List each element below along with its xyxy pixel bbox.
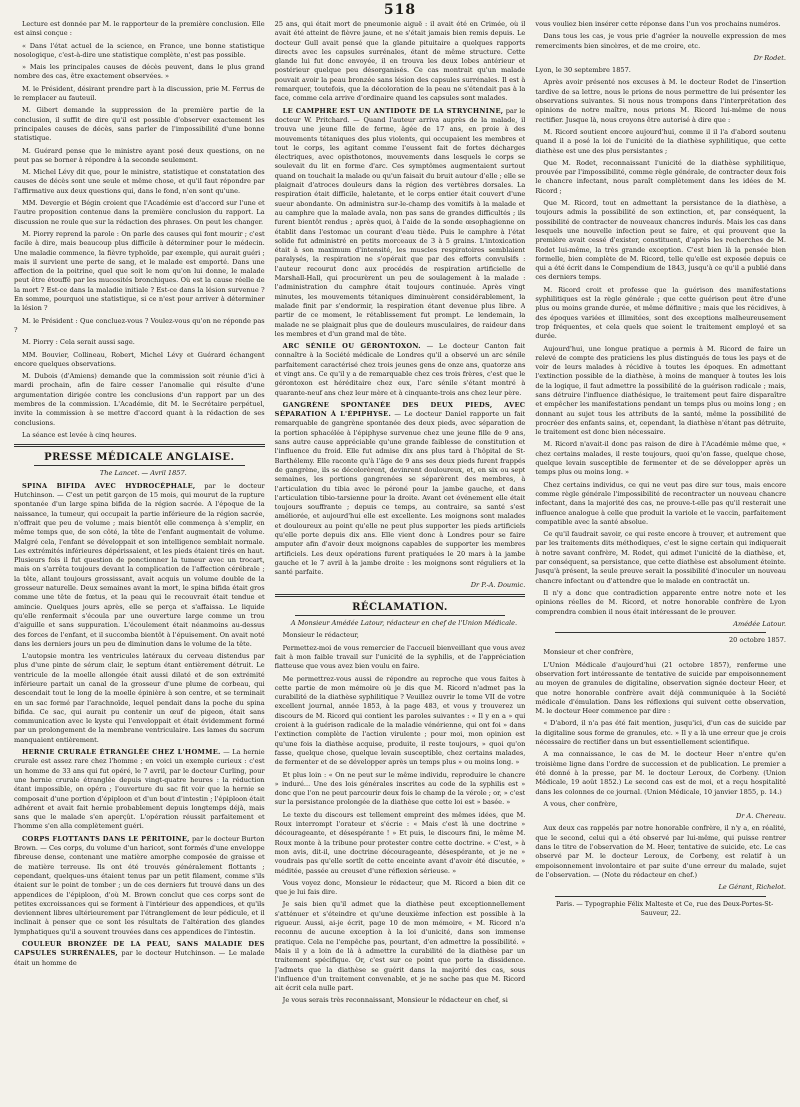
section-divider xyxy=(275,594,526,597)
quote: » Mais les principales causes de décès peuvent, dans le plus grand nombre des cas, être exactement observées. » xyxy=(14,63,265,81)
paragraph: Ce qu'il faudrait savoir, ce qui reste encore à trouver, et autrement que par les traitements dits méthodiques, c'est le signe certain qui indiquerait à notre savant confrère, M. Rodet, qui admet l'unicité de la diathèse, et, par conséquent, sa persistance, que cette diathèse est absolument éteinte. Jusqu'à présent, la seule preuve serait la possibilité d'inoculer un nouveau chancre infectant ou d'attendre que le malade en contractât un. xyxy=(535,530,787,585)
paragraph: M. Piorry : Cela serait aussi sage. xyxy=(22,338,135,347)
article-title: GANGRÈNE SPONTANÉE DES DEUX PIEDS, AVEC SÉPARATION À L'ÉPIPHYSE. xyxy=(274,400,526,419)
signature: Dr P.-A. Doumic. xyxy=(470,580,526,589)
paragraph: Dans tous les cas, je vous prie d'agréer la nouvelle expression de mes remerciments bien sincères, et de me croire, etc. xyxy=(535,32,787,50)
article-title: HERNIE CRURALE ÉTRANGLÉE CHEZ L'HOMME. xyxy=(22,748,221,757)
article-body: — Le docteur Canton fait connaître à la Société médicale de Londres qu'il a observé un arc sénile parfaitement caractérisé chez trois jeunes gens de onze ans, quatorze ans et vingt ans. Ce qu'il y a de remarquable chez ces trois frères, c'est que le gérontoxon est héréditaire chez eux, l'arc sénile s'étant montré à quarante-neuf ans chez leur mère et à cinquante-trois ans chez leur père. xyxy=(274,342,526,397)
paragraph: Je sais bien qu'il admet que la diathèse peut exceptionnellement s'atténuer et s'éteindre et qu'une deuxième infection est possible à la rigueur. Aussi, ai-je écrit, page 10 de mon mémoire, « M. Ricord n'a reconnu de aucune exception à la loi d'unicité, dans son immense pratique. Cela ne l'empêche pas, pourtant, d'en admettre la possibilité. » Mais il y a loin de là à admettre la curabilité de la diathèse par un traitement spécifique. Or, c'est sur ce point que porte la dissidence. J'admets que la diathèse se guérit dans la majorité des cas, sous l'influence d'un traitement convenable, et je ne sache pas que M. Ricord ait écrit cela nulle part. xyxy=(274,900,526,993)
paragraph: Vous voyez donc, Monsieur le rédacteur, que M. Ricord a bien dit ce que je lui fais dire. xyxy=(274,878,526,897)
article xyxy=(14,940,265,968)
divider xyxy=(295,615,506,616)
signature: Amédée Latour. xyxy=(733,619,787,628)
paragraph: M. Ricord soutient encore aujourd'hui, comme il il l'a d'abord soutenu quand il a posé la loi de l'unicité de la diathèse syphilitique, que cette diathèse est une des plus persistantes ; xyxy=(535,127,787,155)
paragraph: Je vous serais très reconnaissant, Monsieur le rédacteur en chef, si xyxy=(282,996,508,1005)
paragraph: L'Union Médicale d'aujourd'hui (21 octobre 1857), renferme une observation fort intéressante de tentative de suicide par empoisonnement au moyen de granules de digitaline, observation signée docteur Heer, et que notre honorable confrère avait déjà communiquée à la Société médicale d'émulation. Dans les réflexions qui suivent cette observation, M. le docteur Heer commence par dire : xyxy=(535,660,787,716)
article-body: — Le docteur Daniel rapporte un fait remarquable de gangrène spontanée des deux pieds, avec séparation de la portion sphacélée à l'épiphyse survenue chez une jeune fille de 9 ans, sans autre cause appréciable qu'une grande faiblesse de constitution et l'influence du froid. Elle fut admise dix ans plus tard à l'hôpital de St-Barthélemy. Elle raconte qu'à l'âge de 9 ans ses deux pieds furent frappés de gangrène, ils se décolorèrent, devinrent douloureux, et, en six ou sept semaines, les portions gangrenées se séparèrent des membres, à l'articulation du tibia avec le péroné pour la jambe gauche, et dans l'articulation tibio-tarsienne pour la droite. Avant cet événement elle était toujours souffrante ; depuis ce temps, au contraire, sa santé s'est améliorée, et aujourd'hui elle est excellente. Les moignons sont malades et douloureux au point qu'elle ne peut plus supporter les pieds artificiels qu'elle porte depuis dix ans. Elle vient donc à Londres pour se faire amputer afin d'avoir deux moignons capables de supporter les membres artificiels. Les deux opérations furent pratiquées le 20 mars à la jambe gauche et le 7 avril à la jambe droite : les moignons sont réguliers et la santé parfaite. xyxy=(274,410,526,577)
paragraph: M. le Président, désirant prendre part à la discussion, prie M. Ferrus de le remplacer au fauteuil. xyxy=(14,84,265,103)
divider xyxy=(555,632,766,633)
signature: Dr Rodet. xyxy=(753,53,787,62)
paragraph: Que M. Ricord, tout en admettant la persistance de la diathèse, a toujours admis la possibilité de son extinction, et, par conséquent, la possibilité de contracter de nouveaux chancres indurés. Mais les cas dans lesquels une nouvelle infection peut se faire, et qui prouvent que la première avait cessé d'exister, constituent, d'après les recherches de M. Rodet lui-même, la très grande exception. C'est bien là la pensée bien formelle, bien complète de M. Ricord, telle qu'elle est exposée depuis ce qui a été écrit dans le Compendium de 1843, jusqu'à ce qu'il a publié dans ces derniers temps. xyxy=(535,199,787,282)
article-body: par le docteur W. Pritchard. — Quand l'auteur arriva auprès de la malade, il trouva une jeune fille de ferme, âgée de 17 ans, en proie à des mouvements tétaniques des plus violents, qui occupaient les membres et tout le corps, les agitant comme l'eussent fait de fortes décharges électriques, avec opisthotonos, mouvements dans lesquels le corps se soulevait du lit en forme d'arc. Ces symptômes augmentaient surtout quand on touchait la malade ou qu'un faisait du bruit autour d'elle ; elle se plaignait d'atroces douleurs dans la région des vertèbres dorsales. La respiration était difficile, haletante, et le corps entier était couvert d'une sueur abondante. On administra sur-le-champ des vomitifs à la malade et au camphre que la malade avala, non pas sans de grandes difficultés ; ils furent bientôt rendus ; après quoi, à l'aide de la sonde œsophagienne on établit dans l'estomac un courant d'eau tiède. Puis le camphre à l'état solide fut administré en petits morceaux de 3 à 5 grains. L'intoxication était à son maximum d'intensité, les muscles respiratoires semblaient paralysés, la respiration ne s'opérait que par des efforts convulsifs : l'auteur recourut donc aux procédés de respiration artificielle de Marshall-Hall, qui procurèrent un peu de soulagement à la malade : l'administration du camphre était toujours continuée. Après vingt minutes, les mouvements tétaniques diminuèrent considérablement, la malade finit par s'endormir, la respiration étant devenue plus libre. A partir de ce moment, le rétablissement fut prompt. Le lendemain, la malade ne se plaignait plus que de douleurs musculaires, de raideur dans les membres et d'un grand mal de tête. xyxy=(274,106,526,338)
paragraph: Après avoir présenté nos excuses à M. le docteur Rodet de l'insertion tardive de sa lettre, nous le prions de nous permettre de lui présenter les observations suivantes. Si nous nous trompons dans l'interprétation des opinions de notre maître, nous prions M. Ricord lui-même de nous rectifier. Jusque là, nous croyons être autorisé à dire que : xyxy=(535,78,787,124)
article-body: — La hernie crurale est assez rare chez l'homme ; en voici un exemple curieux : c'est un homme de 33 ans qui fut opéré, le 7 avril, par le docteur Curling, pour une hernie crurale étranglée depuis vingt-quatre heures : la réduction étant impossible, on opéra ; l'ouverture du sac fit voir que la hernie se composait d'une portion d'épiploon et d'un bout d'intestin ; l'épiploon était adhérent et avait fait hernie probablement depuis longtemps déjà, mais sans que le malade s'en aperçût. L'opération réussit parfaitement et l'homme s'en alla complètement guéri. xyxy=(14,748,265,831)
paragraph: Et plus loin : « On ne peut sur le même individu, reproduire le chancre » induré... Une des lois générales inscrites au code de la syphilis est » donc que l'on ne peut parcourir deux fois le champ de la vérole ; or, » c'est sur la persistance prolongée de la diathèse que cette loi est » basée. » xyxy=(274,770,526,807)
column-1 xyxy=(14,20,265,1097)
paragraph: M. Piorry reprend la parole : On parle des causes qui font mourir ; c'est facile à dire, mais beaucoup plus difficile à déterminer pour le médecin. Une maladie commence, la fièvre typhoïde, par exemple, qui aurait guéri ; mais il survient une perte de sang, et le malade est emporté. Dans une affection de la poitrine, quel que soit le nom qu'on lui donne, le malade peut être étouffé par les mucosités bronchiques. Où est la cause réelle de la mort ? Est-ce dans la maladie initiale ? Est-ce dans la lésion survenue ? En somme, pourquoi une statistique, si ce n'est pour arriver à déterminer la lésion ? xyxy=(14,229,265,313)
paragraph: Aux deux cas rappelés par notre honorable confrère, il n'y a, en réalité, que le second, celui qui a été observé par lui-même, qui puisse rentrer dans le titre de l'observation de M. Heer, tentative de suicide, etc. Le cas observé par M. le docteur Leroux, de Corbeny, est relatif à un empoisonnement involontaire et par suite d'une erreur du malade, sujet de l'observation. — (Note du rédacteur en chef.) xyxy=(535,824,787,879)
paragraph: Chez certains individus, ce qui ne veut pas dire sur tous, mais encore comme règle générale l'impossibilité de recontracter un nouveau chancre infectant, dans la majorité des cas, ne prouve-t-elle pas qu'il resterait une influence analogue à celle que produit la variole et le vaccin, parfaitement compatible avec la santé absolue. xyxy=(535,480,787,526)
paragraph: MM. Bouvier, Collineau, Robert, Michel Lévy et Guérard échangent encore quelques observations. xyxy=(14,350,265,368)
article-title: LE CAMPHRE EST UN ANTIDOTE DE LA STRYCHNINE, xyxy=(282,106,504,115)
columns xyxy=(14,20,786,1097)
source-line: The Lancet. — Avril 1857. xyxy=(99,469,187,478)
paragraph: L'autopsie montra les ventricules latéraux du cerveau distendus par plus d'une pinte de sérum clair, le septum étant entièrement détruit. Le ventricule de la moelle allongée était aussi dilaté et de son extrémité inférieure partait un canal de la grosseur d'une plume de corbeau, qui descendait tout le long de la moelle épinière à son centre, et se terminait en un sac formé par l'arachnoïde, lequel pendait dans la poche du spina bifida. Ce sac, qui aurait pu contenir un œuf de pigeon, était sans communication avec le kyste qui l'enveloppait et était évidemment formé par un prolongement de la membrane ventriculaire. Les lames du sacrum manquaient entièrement. xyxy=(14,652,265,744)
manager-line: Le Gérant, Richelot. xyxy=(718,883,787,892)
dateline: Lyon, le 30 septembre 1857. xyxy=(535,66,631,75)
addressee: A Monsieur Amédée Latour, rédacteur en chef de l'Union Médicale. xyxy=(290,619,518,628)
paragraph: M. le Président : Que concluez-vous ? Voulez-vous qu'on ne réponde pas ? xyxy=(14,316,265,334)
paragraph: M. Guérard pense que le ministre ayant posé deux questions, on ne peut pas se borner à répondre à la seconde seulement. xyxy=(14,146,265,164)
salutation: Monsieur et cher confrère, xyxy=(543,648,634,657)
paragraph: Aujourd'hui, une longue pratique a permis à M. Ricord de faire un relevé de compte des praticiens les plus distingués de tous les pays et de voir de leurs malades à récidive à toutes les époques. En admettant l'extinction possible de la diathèse, à moins de manquer à toutes les lois de la logique, il faut admettre la possibilité de la guérison radicale ; mais, sans détruire l'influence diathésique, le traitement peut faire disparaître et empêcher les manifestations pendant un temps plus ou moins long ; en donnant au sujet tous les attributs de la santé, même la possibilité de procréer des enfants sains, et, cependant, la diathèse n'étant pas détruite, le traitement est donc bien nécessaire. xyxy=(535,344,787,437)
dateline: 20 octobre 1857. xyxy=(728,636,787,645)
paragraph: MM. Devergie et Bégin croient que l'Académie est d'accord sur l'une et l'autre proposition contenue dans la première conclusion du rapport. La discussion ne roule que sur la rédaction des phrases. On peut les changer. xyxy=(14,199,265,226)
printer-line: Paris. — Typographie Félix Malteste et Ce, rue des Deux-Portes-St-Sauveur, 22. xyxy=(556,899,774,917)
article xyxy=(275,342,526,398)
paragraph: vous vouliez bien insérer cette réponse dans l'un vos prochains numéros. xyxy=(535,20,781,28)
article-body: par le docteur Hutchinson. — C'est un petit garçon de 15 mois, qui mourut de la rupture spontanée d'un large spina bifida de la région sacrée. A l'époque de la naissance, la tumeur, qui occupait la partie inférieure de la région sacrée, n'offrait que peu de volume ; mais bientôt elle commença à s'emplir, en même temps que, de son côté, la tête de l'enfant augmentait de volume. Malgré cela, l'enfant se développait et son intelligence semblait normale. Les extrémités inférieures dépérissaient, et les pieds étaient tirés en haut. Plusieurs fois il fut question de ponctionner la tumeur avec un trocart, mais on s'arrêta toujours devant la complication de l'affection cérébrale ; la tête, allant toujours grossissant, avait acquis un volume double de la grosseur naturelle. Deux semaines avant la mort, le spina bifida était gros comme une tête de fœtus, et la peau qui le recouvrait était tendue et amincie. Quelques jours après, elle se perça et s'affaissa. Le liquide qu'elle renfermait s'écoula par une ouverture large comme un trou d'aiguille et sans suppuration. L'écoulement était néanmoins au-dessus des forces de l'enfant, et il succomba bientôt à l'épuisement. On avait noté dans les derniers jours un peu de diminution dans le volume de la tête. xyxy=(14,481,265,648)
salutation: Monsieur le rédacteur, xyxy=(282,631,359,640)
article-body: par le docteur Burton Brown. — Ces corps, du volume d'un haricot, sont formés d'une enveloppe fibreuse dense, contenant une matière amorphe composée de graisse et de matière terreuse. Ils ont été trouvés généralement flottants ; cependant, quelques-uns étaient tenus par un petit filament, comme s'ils étaient sur le point de tomber ; un de ces derniers fut trouvé dans un des appendices de l'épiploon, d'où M. Brown conclut que ces corps sont de petites excroissances qui se forment à l'intérieur des appendices, et qu'ils deviennent libres ultérieurement par l'étranglement de leur pédicule, et il inclinait à penser que ce sont les résultats de l'altération des glandes lymphatiques qu'il a souvent trouvées dans ces appendices de l'intestin. xyxy=(14,834,265,936)
article-title: CORPS FLOTTANTS DANS LE PÉRITOINE, xyxy=(22,834,190,843)
paragraph: Me permettrez-vous aussi de répondre au reproche que vous faites à cette partie de mon mémoire où je dis que M. Ricord n'admet pas la curabilité de la diathèse syphilitique ? Veuillez ouvrir le tome VII de votre excellent journal, année 1853, à la page 483, et vous y trouverez un discours de M. Ricord qui contient les paroles suivantes : « Il y en a » qui croient à la guérison radicale de la maladie vénérienne, qui ont foi » dans l'extinction complète de l'action virulente ; pour moi, mon opinion est qu'une fois la diathèse acquise, produite, il reste toujours, » quoi qu'on fasse, quelque chose, quelque levain susceptible, chez certains malades, de fermenter et de se développer après un temps plus » ou moins long. » xyxy=(274,674,526,767)
article-title: ARC SÉNILE OU GÉRONTOXON. xyxy=(282,342,421,351)
column-3 xyxy=(535,20,786,1097)
article xyxy=(275,107,526,339)
paragraph: M. Ricord croit et professe que la guérison des manifestations syphilitiques est la règle générale ; que cette guérison peut être d'une plus ou moins grande durée, et même définitive ; mais que les récidives, à des époques variées et illimitées, sont des exceptions malheureusement trop fréquentes, et cela quels que soient le traitement employé et sa durée. xyxy=(535,285,787,341)
section-heading: PRESSE MÉDICALE ANGLAISE. xyxy=(44,452,235,464)
article-body: par le docteur Hutchinson. — Le malade était un homme de xyxy=(14,949,265,967)
paragraph: Il n'y a donc que contradiction apparente entre notre note et les opinions réelles de M. Ricord, et notre honorable confrère de Lyon comprendra combien il nous était intéressant de le prouver. xyxy=(535,588,787,616)
divider xyxy=(555,896,766,897)
paragraph: « D'abord, il n'a pas été fait mention, jusqu'ici, d'un cas de suicide par la digitaline sous forme de granules, etc. » Il y a là une erreur que je crois nécessaire de rectifier dans un but essentiellement scientifique. xyxy=(535,719,787,747)
article-title: SPINA BIFIDA AVEC HYDROCÉPHALE, xyxy=(22,481,196,490)
article xyxy=(14,748,265,832)
signature: Dr A. Chereau. xyxy=(736,812,787,821)
column-2 xyxy=(275,20,526,1097)
article xyxy=(14,835,265,937)
paragraph: M. Michel Lévy dit que, pour le ministre, statistique et constatation des causes de décès sont une seule et même chose, et qu'il faut répondre par l'affirmative aux deux questions qui, dans le fond, n'en sont qu'une. xyxy=(14,168,265,195)
paragraph: Permettez-moi de vous remercier de l'accueil bienveillant que vous avez fait à mon faible travail sur l'unicité de la syphilis, et de l'appréciation flatteuse que vous avez bien voulu en faire. xyxy=(274,643,526,671)
paragraph: M. Ricord n'avait-il donc pas raison de dire à l'Académie même que, « chez certains malades, il reste toujours, quoi qu'on fasse, quelque chose, quelque levain susceptible de fermenter et de se développer après un temps plus ou moins long. » xyxy=(535,440,787,477)
paragraph: 25 ans, qui était mort de pneumonie aiguë : il avait été en Crimée, où il avait été atteint de fièvre jaune, et ne s'était jamais bien remis depuis. Le docteur Gull avait pensé que la glande pituitaire a quelques rapports directs avec les capsules surrénales, étant de même structure. Cette glande lui fut donc envoyée, il en trouva les deux lobes antérieur et postérieur quelque peu désorganisés. Ce cas montrait qu'un malade pouvait avoir la peau bronzée sans lésion des capsules surrénales. Il est à remarquer, toutefois, que la décoloration de la peau ne s'étendait pas à la face, comme cela arrive d'ordinaire quand les capsules sont malades. xyxy=(274,20,526,103)
paragraph: A vous, cher confrère, xyxy=(543,799,618,808)
article xyxy=(275,401,526,578)
section-divider xyxy=(14,444,265,447)
paragraph: Le texte du discours est tellement empreint des mêmes idées, que M. Roux interrompt l'orateur et s'écrie : « Mais c'est là une doctrine » décourageante, et désespérante ! » Et puis, le discours fini, le même M. Roux monte à la tribune pour protester contre cette doctrine. « C'est, » à mon avis, dit-il, une doctrine décourageante, désespérante, et je ne » voudrais pas qu'elle sortît de cette enceinte avant d'avoir été discutée, » méditée, passée au creuset d'une réflexion sérieuse. » xyxy=(274,810,526,875)
quote: « Dans l'état actuel de la science, en France, une bonne statistique nosologique, c'est-à-dire une statistique complète, n'est pas possible. xyxy=(14,41,265,59)
divider xyxy=(34,465,245,466)
article xyxy=(14,482,265,649)
paragraph: La séance est levée à cinq heures. xyxy=(22,430,137,439)
paragraph: M. Dubois (d'Amiens) demande que la commission soit réunie d'ici à mardi prochain, afin de faire cesser l'anomalie qui résulte d'une argumentation dirigée contre les conclusions d'un rapport par un des membres de la commission. L'Académie, dit M. le Secrétaire perpétuel, invite la commission à se mettre d'accord quant à la rédaction de ses conclusions. xyxy=(14,372,265,427)
paragraph: Que M. Rodet, reconnaissant l'unicité de la diathèse syphilitique, prouvée par l'impossibilité, comme règle générale, de contracter deux fois le chancre infectant, nous paraît complètement dans les idées de M. Ricord ; xyxy=(535,158,787,195)
paragraph: M. Gibert demande la suppression de la première partie de la conclusion, il suffit de dire qu'il est possible d'observer exactement les principales causes de décès, sans parler de l'impossibilité d'une bonne statistique. xyxy=(14,106,265,143)
paragraph: Lecture est donnée par M. le rapporteur de la première conclusion. Elle est ainsi conçue : xyxy=(14,20,265,38)
section-heading: RÉCLAMATION. xyxy=(352,601,448,613)
page-number: 518 xyxy=(383,2,417,18)
article-title: COULEUR BRONZÉE DE LA PEAU, SANS MALADIE DES CAPSULES SURRÉNALES, xyxy=(14,940,265,958)
paragraph: A ma connaissance, le cas de M. le docteur Heer n'entre qu'en troisième ligne dans l'ordre de succession et de publication. Le premier a été donné à la presse, par M. le docteur Leroux, de Corbeny. (Union Médicale, 19 août 1852.) Le second cas est de moi, et a reçu hospitalité dans les colonnes de ce journal. (Union Médicale, 10 janvier 1855, p. 14.) xyxy=(535,750,787,796)
